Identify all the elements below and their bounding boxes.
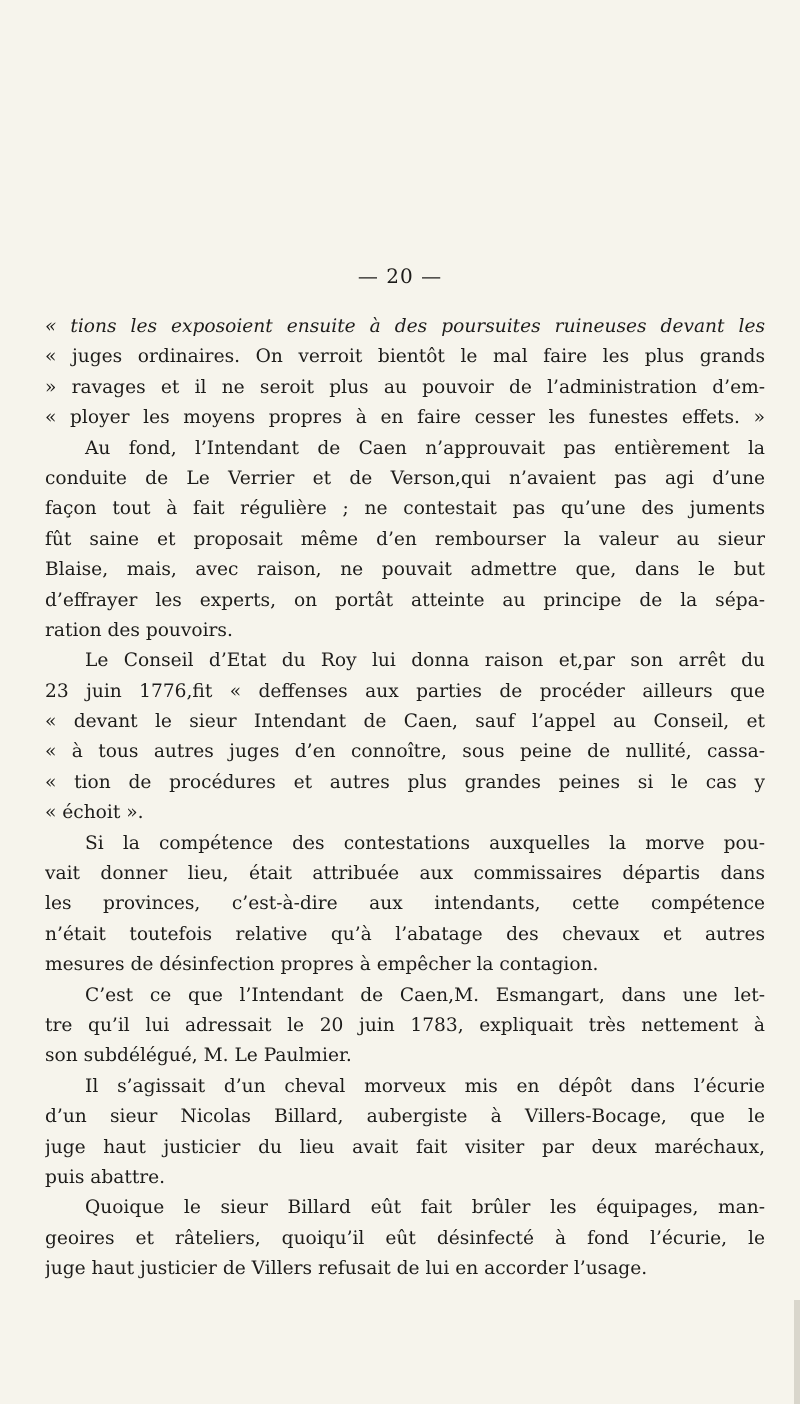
text-line: « ployer les moyens propres à en faire cesser les funestes effets. » [45,407,765,429]
text-line: Quoique le sieur Billard eût fait brûler les équipages, man- [85,1197,765,1219]
text-line: « devant le sieur Intendant de Caen, sauf l’appel au Conseil, et [45,711,765,733]
text-line: tre qu’il lui adressait le 20 juin 1783, expliquait très nettement à [45,1014,765,1036]
body-text [45,312,765,1285]
text-line: vait donner lieu, était attribuée aux commissaires départis dans [45,863,765,885]
page-number: — 20 — [357,264,443,288]
page-edge-shadow [794,1300,800,1404]
text-line: Il s’agissait d’un cheval morveux mis en dépôt dans l’écurie [85,1075,765,1097]
text-line: « tion de procédures et autres plus grandes peines si le cas y [45,771,765,793]
text-line: « juges ordinaires. On verroit bientôt le mal faire les plus grands [45,346,765,368]
text-line: puis abattre. [45,1166,166,1188]
text-line: Si la compétence des contestations auxquelles la morve pou- [85,832,765,854]
text-line: Blaise, mais, avec raison, ne pouvait admettre que, dans le but [45,559,765,581]
text-line: Le Conseil d’Etat du Roy lui donna raison et,par son arrêt du [85,650,765,672]
text-line: ration des pouvoirs. [45,619,233,641]
text-line: fût saine et proposait même d’en rembourser la valeur au sieur [45,528,765,550]
text-line: geoires et râteliers, quoiqu’il eût désinfecté à fond l’écurie, le [45,1227,765,1249]
text-line: façon tout à fait régulière ; ne contestait pas qu’une des juments [45,498,765,520]
text-line: « échoit ». [45,802,144,824]
text-line: » ravages et il ne seroit plus au pouvoir de l’administration d’em- [45,376,765,398]
text-line: d’un sieur Nicolas Billard, aubergiste à Villers-Bocage, que le [45,1106,765,1128]
text-line: son subdélégué, M. Le Paulmier. [45,1045,352,1067]
text-line: mesures de désinfection propres à empêcher la contagion. [45,954,599,976]
text-line: conduite de Le Verrier et de Verson,qui n’avaient pas agi d’une [45,467,765,489]
text-line: juge haut justicier du lieu avait fait visiter par deux maréchaux, [45,1136,765,1158]
text-line: juge haut justicier de Villers refusait de lui en accorder l’usage. [45,1258,648,1280]
text-line: 23 juin 1776,fit « deffenses aux parties de procéder ailleurs que [45,680,765,702]
text-line: C’est ce que l’Intendant de Caen,M. Esmangart, dans une let- [85,984,765,1006]
text-line: les provinces, c’est-à-dire aux intendants, cette compétence [45,893,765,915]
text-line: d’effrayer les experts, on portât atteinte au principe de la sépa- [45,589,765,611]
text-line: « à tous autres juges d’en connoître, sous peine de nullité, cassa- [45,741,765,763]
text-line: n’était toutefois relative qu’à l’abatage des chevaux et autres [45,923,765,945]
text-line: « tions les exposoient ensuite à des poursuites ruineuses devant les [45,316,765,337]
text-line: Au fond, l’Intendant de Caen n’approuvait pas entièrement la [85,437,765,459]
